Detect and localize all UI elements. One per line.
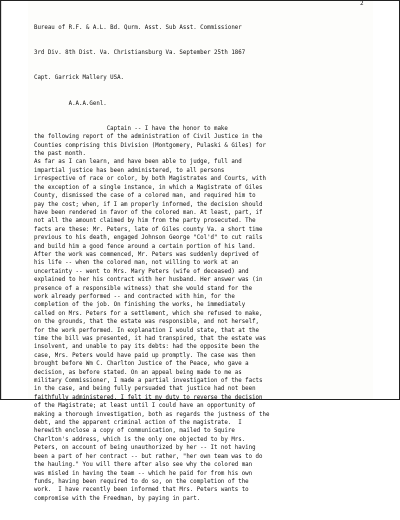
body-line: Counties comprising this Division (Montgomery, Pulaski & Giles) for xyxy=(34,142,266,149)
body-line: impartial justice has been administered, to all persons xyxy=(34,167,225,174)
body-line: uncertainty -- went to Mrs. Mary Peters (wife of deceased) and xyxy=(34,268,249,275)
header-line-3: Capt. Garrick Mallery USA. xyxy=(34,75,125,82)
body-line: decision, as before stated. On an appeal being made to me as xyxy=(34,369,242,376)
body-line: military Commissioner, I made a partial investigation of the facts xyxy=(34,378,263,385)
body-line: brought before Wm C. Charlton Justice of the Peace, who gave a xyxy=(34,361,249,368)
body-line: After the work was commenced, Mr. Peters was suddenly deprived of xyxy=(34,251,260,258)
body-line: the exception of a single instance, in which a Magistrate of Giles xyxy=(34,184,263,191)
body-line: faithfully administered, I felt it my duty to reverse the decision xyxy=(34,394,263,401)
body-line: As far as I can learn, and have been able to judge, full and xyxy=(34,159,242,166)
body-line: been a part of her contract -- but rather, "her own team was to do xyxy=(34,453,263,460)
body-line: Peters, on account of being unauthorized by her -- It not having xyxy=(34,445,256,452)
body-line: of the Magistrate; at least until I could have an opportunity of xyxy=(34,403,256,410)
body-line: the past month. xyxy=(34,151,86,158)
body-line: work. I have recently been informed that Mrs. Peters wants to xyxy=(34,487,249,494)
body-line: work already performed -- and contracted with him, for the xyxy=(34,293,235,300)
body-line: called on Mrs. Peters for a settlement, which she refused to make, xyxy=(34,310,263,317)
body-line: making a thorough investigation, both as regards the justness of the xyxy=(34,411,270,418)
body-line: compromise with the Freedman, by paying in part. xyxy=(34,495,201,502)
body-line: facts are these: Mr. Peters, late of Giles county Va. a short time xyxy=(34,226,263,233)
body-line: his life -- when the colored man, not willing to work at an xyxy=(34,260,239,267)
body-line: was misled in having the team -- which he paid for from his own xyxy=(34,470,253,477)
body-line: not all the amount claimed by him from the party prosecuted. The xyxy=(34,218,256,225)
body-line: time the bill was presented, it had transpired, that the estate was xyxy=(34,336,266,342)
body-line: on the grounds, that the estate was responsible, and not herself, xyxy=(34,319,260,326)
body-line: debt, and the apparent criminal action of the magistrate. I xyxy=(34,420,242,427)
header-line-2: 3rd Div. 8th Dist. Va. Christiansburg Va. September 25th 1867 xyxy=(34,50,246,57)
body-line: completion of the job. On finishing the works, he immediately xyxy=(34,302,246,309)
body-line: Captain -- I have the honor to make xyxy=(34,125,228,132)
body-line: herewith enclose a copy of communication, mailed to Squire xyxy=(34,428,235,435)
body-line: Charlton's address, which is the only one objected to by Mrs. xyxy=(34,436,246,443)
body-line: insolvent, and unable to pay its debts: had the opposite been the xyxy=(34,344,260,351)
body-line: case, Mrs. Peters would have paid up promptly. The case was then xyxy=(34,352,256,359)
body-line: for the work performed. In explanation I would state, that at the xyxy=(34,327,260,334)
body-line: presence of a responsible witness) that she would stand for the xyxy=(34,285,253,292)
body-line: previous to his death, engaged Johnson George "Col'd" to cut rails xyxy=(34,235,263,242)
body-line: explained to her his contract with her husband. Her answer was (in xyxy=(34,277,263,284)
body-line: irrespective of race or color, by both Magistrates and Courts, with xyxy=(34,176,266,183)
body-line: in the case, and being fully persuaded that justice had not been xyxy=(34,386,256,393)
body-line: County, dismissed the case of a colored man, and required him to xyxy=(34,193,256,200)
header-line-1: Bureau of R.F. & A.L. Bd. Qurm. Asst. Sub Asst. Commissioner xyxy=(34,24,242,31)
body-line: the following report of the administration of Civil Justice in the xyxy=(34,134,263,141)
page-number: 2 xyxy=(360,0,364,7)
body-line: the hauling." You will there after also see why the colored man xyxy=(34,462,253,469)
body-line: funds, having been required to do so, on the completion of the xyxy=(34,478,249,485)
body-line: and build him a good fence around a certain portion of his land. xyxy=(34,243,256,250)
header-line-4-text: A.A.A.Genl. xyxy=(68,100,107,107)
body-line: pay the cost; when, if I am properly informed, the decision should xyxy=(34,201,263,208)
body-line: have been rendered in favor of the colored man. At least, part, if xyxy=(34,209,263,216)
